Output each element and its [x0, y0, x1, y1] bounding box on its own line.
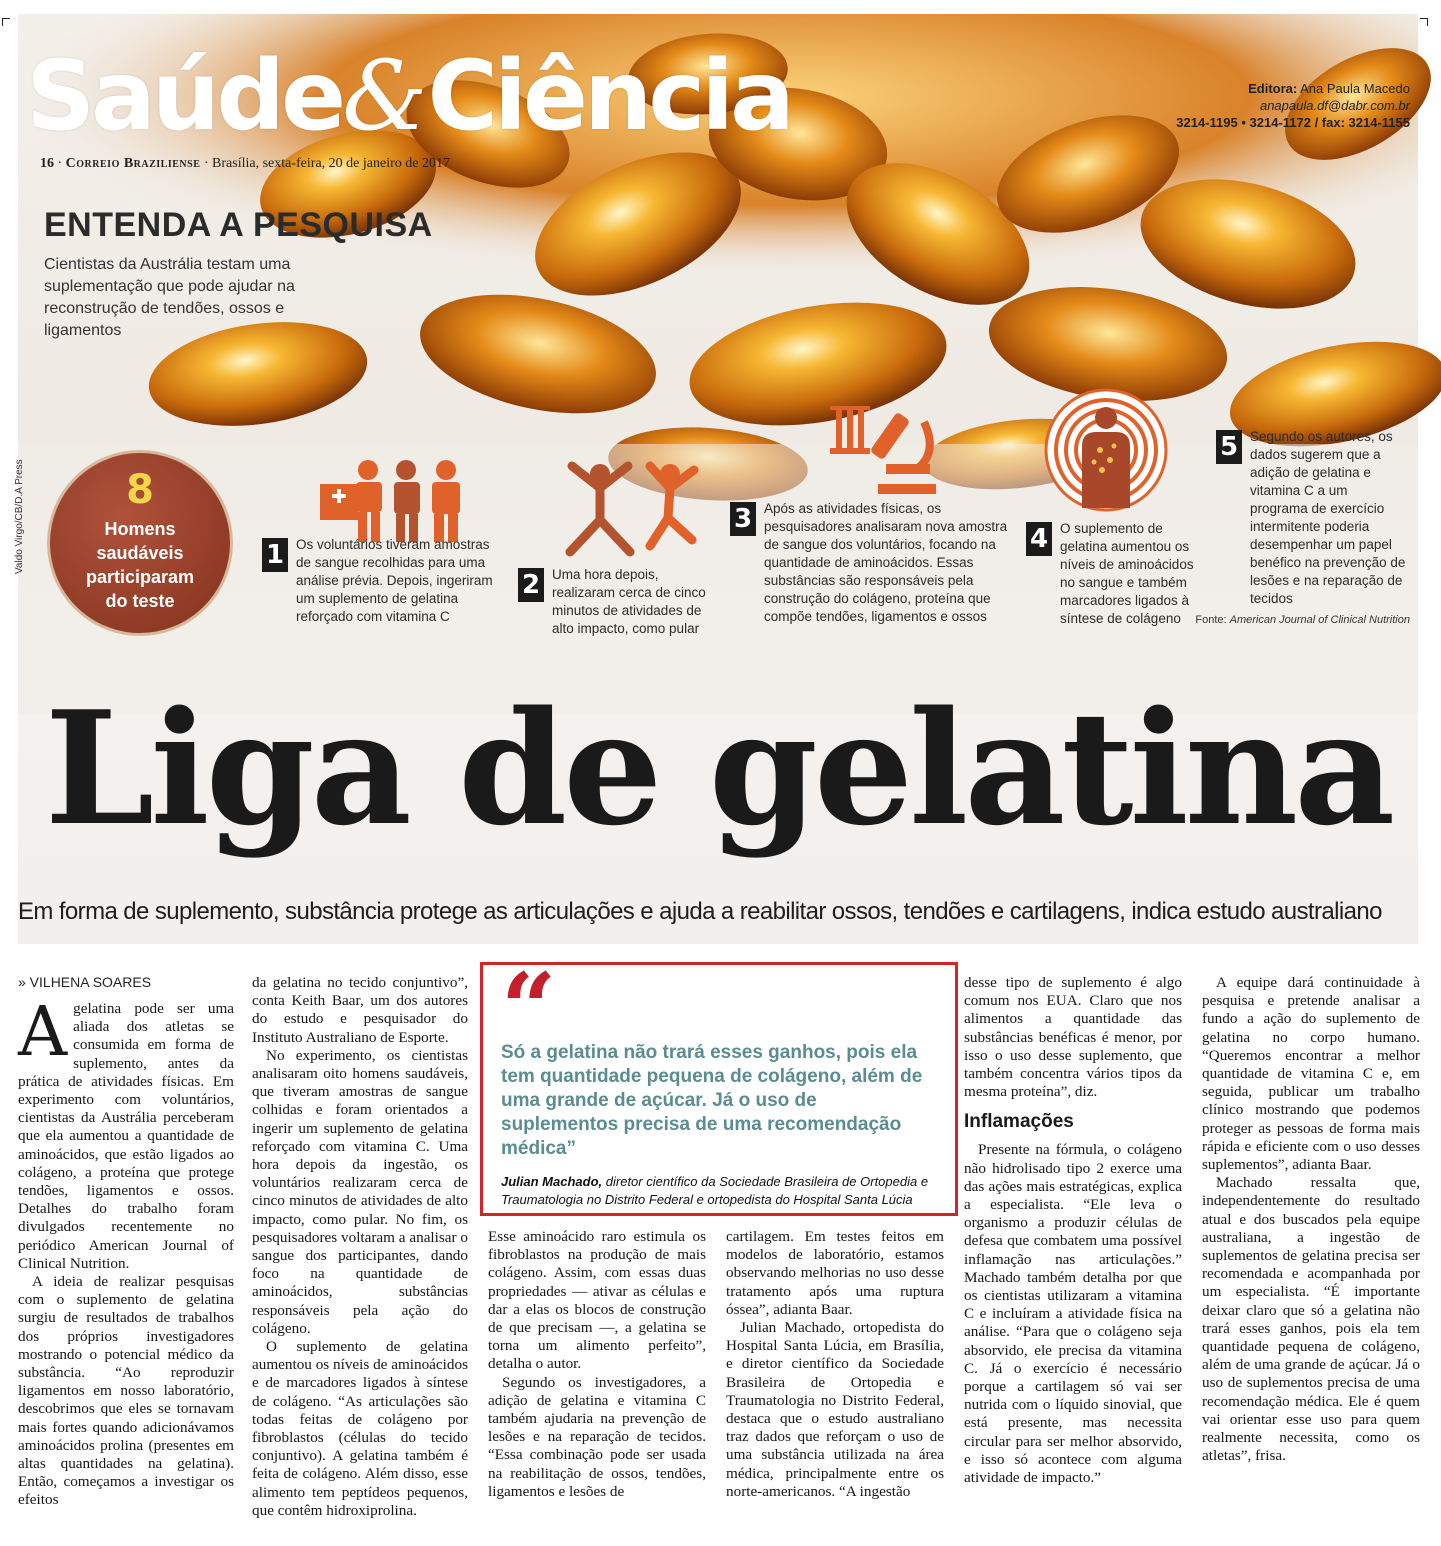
paragraph-text: gelatina pode ser uma aliada dos atletas se consumida em forma de suplemento, antes da prática de atividades físicas. Em experimento com voluntários, cientistas da Austrália perceberam que ela aumentou a quantidade de aminoácidos, que estão ligados ao colágeno, a proteína que protege tendões, ligamentos e ossos. Detalhes do trabalho foram divulgados recentemente no periódico American Journal of Clinical Nutrition.: [18, 1000, 234, 1272]
article-paragraph: A ideia de realizar pesquisas com o suplemento de gelatina surgiu de resultados de trabalhos dos próprios investigadores mostrando o potencial médico da substância. “Ao reproduzir ligamentos em nosso laboratório, descobrimos que eles se tornavam mais fortes quando adicionávamos aminoácidos prolina (presentes em altas quantidades na gelatina). Então, começamos a investigar os efeitos: [18, 1273, 234, 1509]
article-paragraph: desse tipo de suplemento é algo comum nos EUA. Claro que nos alimentos a quantidade das substâncias benéficas é menor, por isso o uso desse suplemento, que também concentra vários tipos da mesma proteína”, diz.: [964, 974, 1182, 1101]
step-3: [730, 500, 1020, 626]
step-5: [1216, 428, 1406, 608]
editor-phones: 3214-1195 • 3214-1172 / fax: 3214-1155: [1176, 115, 1410, 130]
crop-mark-top-left: [2, 18, 10, 26]
step-5-text: Segundo os autores, os dados sugerem que a adição de gelatina e vitamina C a um programa de exercício intermitente poderia desempenhar um papel benéfico na prevenção de lesões e na reparação de tecidos: [1250, 429, 1406, 606]
lab-microscope-icon: [828, 392, 938, 496]
step-4-number: 4: [1026, 522, 1052, 556]
quote-marks-icon: “: [501, 952, 557, 1065]
dateline: Brasília, sexta-feira, 20 de janeiro de 2017: [212, 156, 450, 171]
article-paragraph: da gelatina no tecido conjuntivo”, conta Keith Baar, um dos autores do estudo e pesquisador do Instituto Australiano de Esporte.: [252, 974, 468, 1046]
section-subhead: Inflamações: [964, 1111, 1074, 1133]
page-number: 16: [40, 156, 54, 171]
infographic-subtitle: Cientistas da Austrália testam uma suplementação que pode ajudar na reconstrução de tendões, ossos e ligamentos: [44, 256, 295, 339]
article-paragraph: O suplemento de gelatina aumentou os níveis de aminoácidos e de marcadores ligados à síntese de colágeno. “As articulações são todas feitas de colágeno por fibroblastos (células do tecido conjuntivo). A gelatina também é feita de colágeno. Além disso, esse alimento tem peptídeos pequenos, que contêm hidroxiprolina.: [252, 1338, 468, 1519]
headline: Liga de gelatina: [44, 677, 1392, 860]
article-paragraph: Segundo os investigadores, a adição de gelatina e vitamina C também ajudaria na prevenção de lesões e na reparação de tecidos. “Essa combinação pode ser usada na reabilitação de ossos, tendões, ligamentos e lesões de: [488, 1373, 706, 1500]
step-4-text: O suplemento de gelatina aumentou os níveis de aminoácidos no sangue e também marcadores ligados à síntese de colágeno: [1060, 521, 1194, 626]
article-column-6: [1202, 974, 1420, 1465]
step-1-text: Os voluntários tiveram amostras de sangue recolhidas para uma análise prévia. Depois, ingeriram um suplemento de gelatina reforçado com vitamina C: [296, 537, 493, 624]
hero-section: [14, 14, 1418, 944]
masthead-ciencia: Ciência: [427, 40, 791, 152]
byline: » VILHENA SOARES: [18, 974, 152, 990]
dropcap: A: [18, 993, 68, 1072]
article-paragraph: [18, 993, 234, 1273]
article-paragraph: A equipe dará continuidade à pesquisa e pretende analisar a fundo a ação do suplemento de gelatina no corpo humano. “Queremos encontrar a melhor quantidade de vitamina C e, em seguida, publicar um trabalho clínico mostrando que podemos proteger as pessoas de forma mais rápida e eficiente com o uso desses suplementos”, adianta Baar.: [1202, 974, 1420, 1174]
masthead-ampersand: &: [342, 40, 428, 152]
dek-subheadline: Em forma de suplemento, substância protege as articulações e ajuda a reabilitar ossos, tendões e cartilagens, indica estudo australiano: [18, 898, 1382, 925]
infographic-source: [1195, 614, 1410, 626]
article-paragraph: No experimento, os cientistas analisaram oito homens saudáveis, que tiveram amostras de sangue colhidas e foram orientados a ingerir um suplemento de gelatina reforçado com vitamina C. Uma hora depois da ingestão, os voluntários realizaram cerca de cinco minutos de atividades de alto impacto, como pular. No fim, os pesquisadores voltaram a analisar o sangue dos participantes, dando foco na quantidade de aminoácidos, substâncias responsáveis pela ação do colágeno.: [252, 1046, 468, 1337]
people-blood-test-icon: [318, 454, 478, 546]
newspaper-name: Correio Braziliense: [65, 156, 201, 171]
participants-count: 8: [126, 467, 154, 513]
source-label: Fonte:: [1195, 614, 1227, 626]
article-paragraph: Esse aminoácido raro estimula os fibroblastos na produção de mais colágeno. Assim, com essas duas propriedades — ativar as células e dar a elas os blocos de construção de que precisam —, a gelatina se torna um alimento perfeito”, detalha o autor.: [488, 1228, 706, 1373]
step-5-number: 5: [1216, 430, 1242, 464]
step-1-number: 1: [262, 538, 288, 572]
editor-email: anapaula.df@dabr.com.br: [1259, 98, 1410, 113]
article-column-1: [18, 993, 234, 1510]
editor-box: [1176, 80, 1410, 131]
source-name: American Journal of Clinical Nutrition: [1229, 614, 1410, 626]
article-paragraph: Presente na fórmula, o colágeno não hidrolisado tipo 2 exerce uma das ações mais estratégicas, explica a especialista. “Ele leva o organismo a produzir células de defesa que combatem uma possível inflamação nas articulações.” Machado também detalha por que os cientistas utilizaram a vitamina C e incluíram a atividade física na análise. “Para que o colágeno seja absorvido, ele precisa da vitamina C. Já o exercício é necessário porque a cartilagem só vai ser nutrida com o líquido sinovial, que está presente, mas necessita circular para ser melhor absorvido, e isso só acontece com alguma atividade de impacto.”: [964, 1141, 1182, 1487]
article-paragraph: cartilagem. Em testes feitos em modelos de laboratório, estamos observando melhorias no uso desse tratamento após uma ruptura óssea”, adianta Baar.: [726, 1228, 944, 1318]
masthead-saude: Saúde: [26, 40, 343, 152]
step-1: [262, 536, 502, 626]
participants-label: Homens saudáveis participaram do teste: [85, 519, 195, 611]
page-folio: 16 · Correio Braziliense · Brasília, sexta-feira, 20 de janeiro de 2017: [40, 156, 450, 171]
infographic-title: ENTENDA A PESQUISA: [44, 206, 433, 244]
crop-mark-top-right: [1420, 18, 1428, 26]
article-column-5: [964, 974, 1182, 1487]
body-target-icon: [1044, 388, 1168, 512]
quote-author: Julian Machado,: [501, 1174, 603, 1189]
step-2-number: 2: [518, 568, 544, 602]
article-paragraph: Machado ressalta que, independentemente do resultado atual e dos buscados pela equipe australiana, a ingestão de suplementos de gelatina precisa ser recomendada e acompanhada por um especialista. “É importante deixar claro que só a gelatina não trará esses ganhos, pois ela tem quantidade pequena de colágeno, além de uma grande de açúcar. Já o uso de suplementos precisa de uma recomendação médica. Ele é quem vai orientar esse uso para quem realmente necessita, como os atletas”, frisa.: [1202, 1174, 1420, 1465]
step-3-text: Após as atividades físicas, os pesquisadores analisaram nova amostra de sangue dos voluntários, focando na quantidade de aminoácidos. Essas substâncias são responsáveis pela construção do colágeno, proteína que compõe tendões, ligamentos e ossos: [764, 501, 1008, 624]
article-column-2: [252, 974, 468, 1520]
participants-badge: [47, 450, 233, 636]
jumping-people-icon: [552, 460, 712, 560]
article-column-4: [726, 1228, 944, 1501]
step-3-number: 3: [730, 502, 756, 536]
quote-author-role: diretor científico da Sociedade Brasileira de Ortopedia e Traumatologia no Distrito Federal e ortopedista do Hospital Santa Lúcia: [501, 1174, 929, 1207]
editor-name: Ana Paula Macedo: [1300, 81, 1410, 96]
photo-credit: Valdo Virgo/CB/D.A Press: [14, 459, 25, 574]
step-4: [1026, 520, 1196, 628]
pull-quote-box: [480, 952, 958, 1216]
editor-label: Editora:: [1248, 81, 1298, 96]
article-column-3: [488, 1228, 706, 1501]
article-paragraph: Julian Machado, ortopedista do Hospital Santa Lúcia, em Brasília, e diretor científico da Sociedade Brasileira de Ortopedia e Traumatologia no Distrito Federal, destaca que o estudo australiano traz dados que reforçam o uso de uma substância utilizada na área médica, principalmente entre os norte-americanos. “A ingestão: [726, 1319, 944, 1500]
step-2-text: Uma hora depois, realizaram cerca de cinco minutos de atividades de alto impacto, como pular: [552, 567, 706, 636]
step-2: [518, 566, 718, 638]
pull-quote-text: Só a gelatina não trará esses ganhos, pois ela tem quantidade pequena de colágeno, além de uma grande de açúcar. Já o uso de suplementos precisa de uma recomendação médica”: [501, 1042, 923, 1159]
section-masthead: [26, 40, 791, 152]
pull-quote-attribution: [501, 1173, 937, 1209]
